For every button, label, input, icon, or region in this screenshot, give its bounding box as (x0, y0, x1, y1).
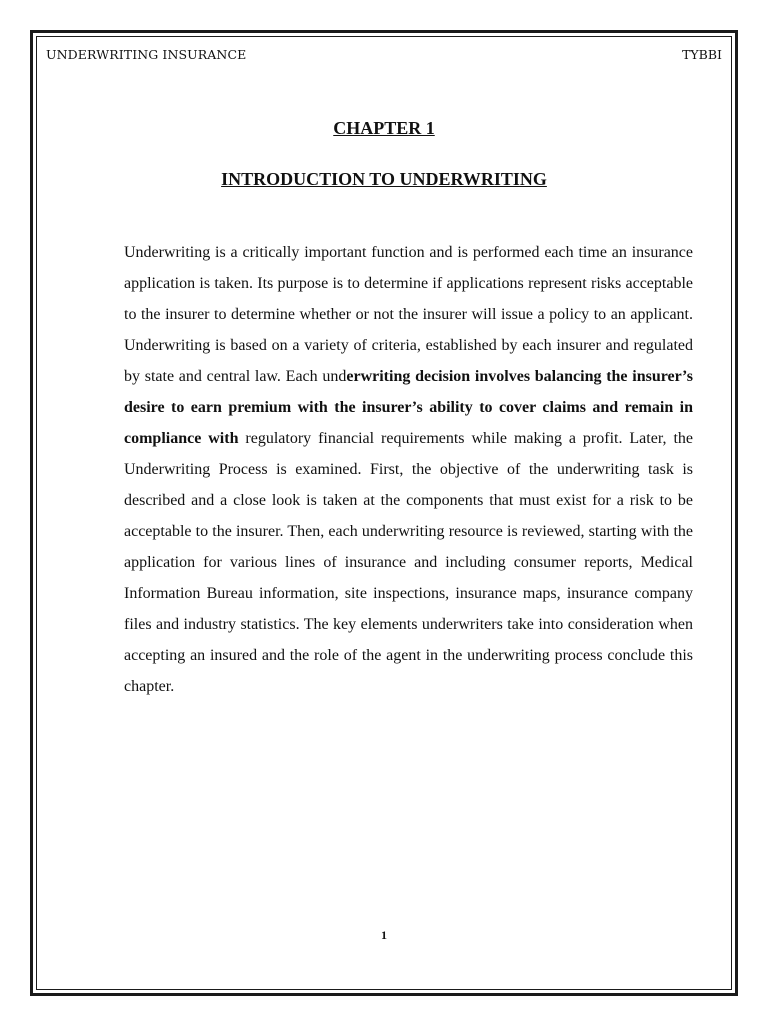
body-text-end: regulatory financial requirements while making a profit. Later, the Underwriting Process is examined. First, the objective of the underwriting task is described and a close look is taken at the components that must exist for a risk to be acceptable to the insurer. Then, each underwriting resource is reviewed, starting with the application for various lines of insurance and including consumer reports, Medical Information Bureau information, site inspections, insurance maps, insurance company files and industry statistics. The key elements underwriters take into consideration when accepting an insured and the role of the agent in the underwriting process conclude this chapter. (124, 430, 693, 695)
body-paragraph (124, 237, 693, 702)
page-number: 1 (381, 928, 387, 942)
header-course-code: TYBBI (682, 47, 722, 62)
chapter-title-heading: INTRODUCTION TO UNDERWRITING (221, 169, 547, 189)
header-document-title: UNDERWRITING INSURANCE (46, 47, 247, 62)
chapter-number-heading: CHAPTER 1 (333, 118, 435, 138)
body-text-bold: erwriting decision involves balancing the insurer’s desire to earn premium with the insurer’s ability to cover claims and remain in compliance with (124, 368, 693, 447)
body-text-start: Underwriting is a critically important function and is performed each time an insurance application is taken. Its purpose is to determine if applications represent risks acceptable to the insurer to determine whether or not the insurer will issue a policy to an applicant. Underwriting is based on a variety of criteria, established by each insurer and regulated by state and central law. Each und (124, 244, 693, 385)
